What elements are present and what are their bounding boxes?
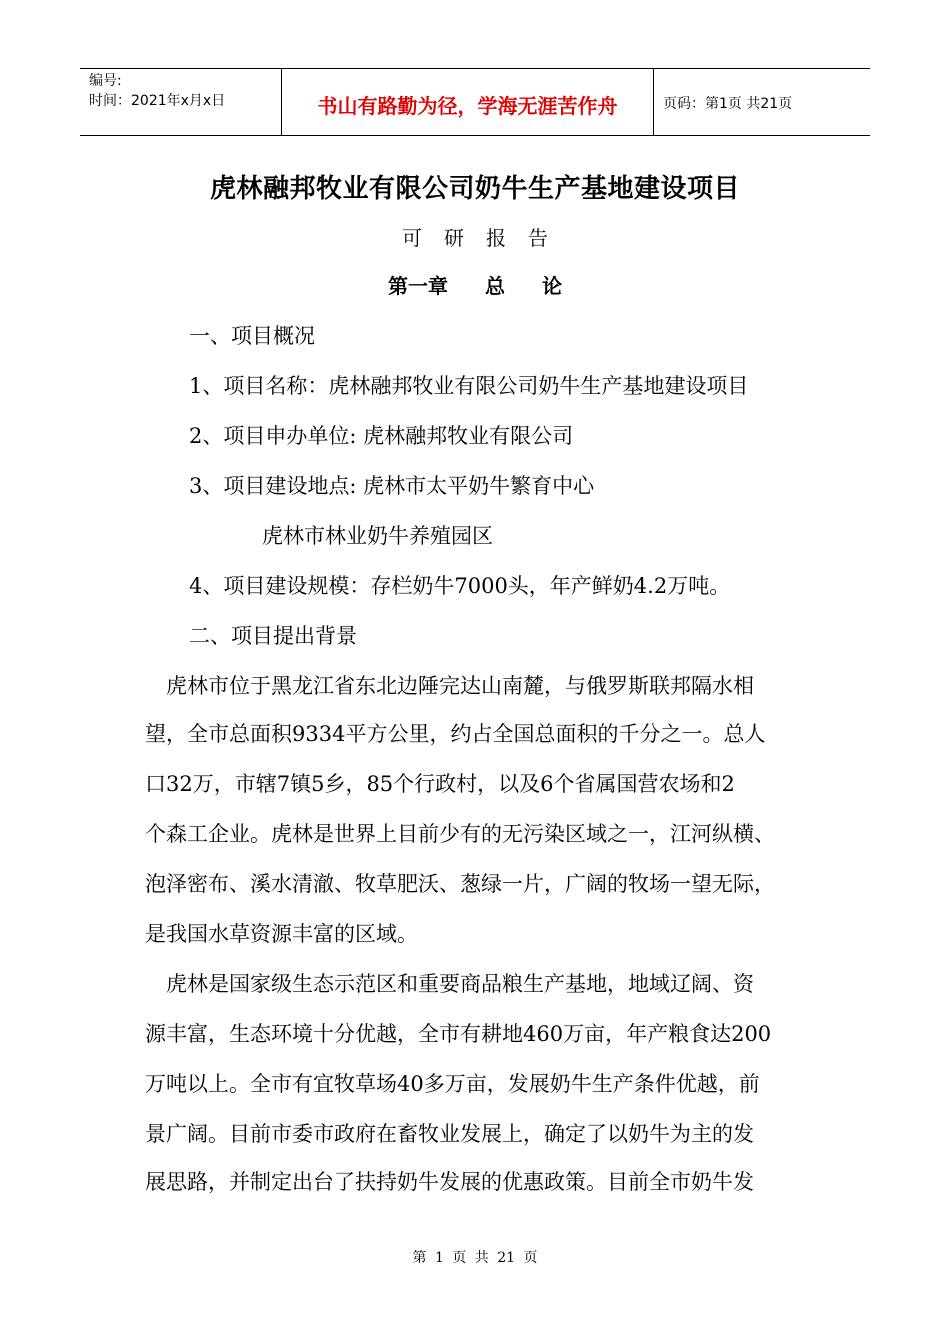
list-item: 3、项目建设地点: 虎林市太平奶牛繁育中心: [189, 474, 595, 498]
section-heading: 一、项目概况: [189, 324, 315, 348]
document-subtitle: 可研报告: [402, 226, 570, 250]
list-item: 2、项目申办单位: 虎林融邦牧业有限公司: [189, 424, 574, 448]
paragraph-line: 个森工企业。虎林是世界上目前少有的无污染区域之一，江河纵横、: [145, 822, 775, 846]
paragraph-line: 泡泽密布、溪水清澈、牧草肥沃、葱绿一片，广阔的牧场一望无际，: [145, 872, 775, 896]
list-item: 4、项目建设规模：存栏奶牛7000头，年产鲜奶4.2万吨。: [189, 574, 731, 598]
section-heading: 二、项目提出背景: [189, 624, 357, 648]
number-label: 编号:: [89, 73, 122, 89]
page-footer: 第 1 页 共 21 页: [412, 1250, 538, 1266]
paragraph-line: 景广阔。目前市委市政府在畜牧业发展上，确定了以奶牛为主的发: [145, 1122, 754, 1146]
paragraph-line: 万吨以上。全市有宜牧草场40多万亩，发展奶牛生产条件优越，前: [145, 1072, 760, 1096]
list-item-continuation: 虎林市林业奶牛养殖园区: [262, 524, 493, 548]
document-header: [80, 68, 870, 136]
list-item: 1、项目名称：虎林融邦牧业有限公司奶牛生产基地建设项目: [189, 374, 749, 398]
paragraph-line: 望，全市总面积9334平方公里，约占全国总面积的千分之一。总人: [145, 722, 766, 746]
chapter-heading: 第一章 总 论: [388, 274, 562, 298]
paragraph-line: 是我国水草资源丰富的区域。: [145, 922, 418, 946]
paragraph-line: 源丰富，生态环境十分优越，全市有耕地460万亩，年产粮食达200: [145, 1022, 772, 1046]
paragraph-line: 口32万，市辖7镇5乡，85个行政村，以及6个省属国营农场和2: [145, 772, 735, 796]
date-label: 时间：2021年x月x日: [89, 93, 226, 109]
header-motto: 书山有路勤为径，学海无涯苦作舟: [282, 69, 654, 135]
paragraph-line: 虎林市位于黑龙江省东北边陲完达山南麓，与俄罗斯联邦隔水相: [166, 674, 754, 698]
paragraph-line: 虎林是国家级生态示范区和重要商品粮生产基地，地域辽阔、资: [166, 972, 754, 996]
paragraph-line: 展思路，并制定出台了扶持奶牛发展的优惠政策。目前全市奶牛发: [145, 1170, 754, 1194]
document-title: 虎林融邦牧业有限公司奶牛生产基地建设项目: [209, 174, 740, 204]
header-page-info: 页码：第1页 共21页: [663, 96, 793, 112]
header-meta-cell: [80, 69, 282, 135]
